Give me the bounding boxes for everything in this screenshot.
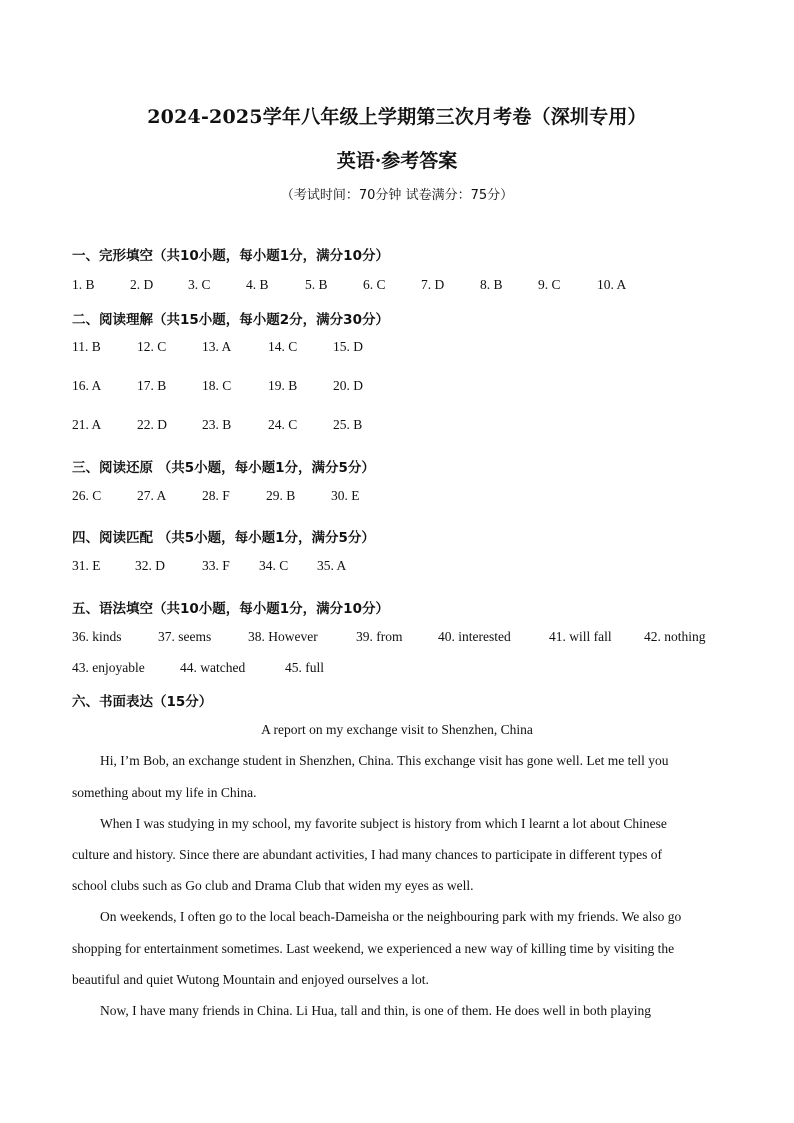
answer-item: 9. C (538, 277, 561, 292)
answer-item: 7. D (421, 277, 445, 292)
answer-item: 17. B (137, 378, 167, 393)
answer-item: 38. However (248, 629, 318, 644)
answer-item: 25. B (333, 417, 363, 432)
answer-item: 24. C (268, 417, 298, 432)
answer-item: 33. F (202, 558, 230, 573)
answer-item: 4. B (246, 277, 269, 292)
answer-item: 39. from (356, 629, 403, 644)
answer-item: 13. A (202, 339, 232, 354)
essay-line: something about my life in China. (72, 785, 257, 800)
answer-item: 8. B (480, 277, 503, 292)
answer-item: 14. C (268, 339, 298, 354)
section-heading-writing: 六、书面表达（15分） (72, 694, 213, 710)
answer-item: 20. D (333, 378, 363, 393)
answer-item: 42. nothing (644, 629, 706, 644)
essay-line: beautiful and quiet Wutong Mountain and enjoyed ourselves a lot. (72, 972, 429, 987)
answer-item: 27. A (137, 488, 167, 503)
answer-item: 10. A (597, 277, 627, 292)
answer-item: 36. kinds (72, 629, 122, 644)
section-heading-reading: 二、阅读理解（共15小题，每小题2分，满分30分） (72, 312, 389, 328)
answer-item: 23. B (202, 417, 232, 432)
essay-line: Hi, I’m Bob, an exchange student in Shenzhen, China. This exchange visit has gone well. Let me tell you (100, 753, 669, 768)
answer-item: 22. D (137, 417, 167, 432)
essay-line: culture and history. Since there are abundant activities, I had many chances to participate in different types of (72, 847, 663, 862)
answer-item: 3. C (188, 277, 211, 292)
answer-item: 31. E (72, 558, 101, 573)
answer-item: 5. B (305, 277, 328, 292)
document-title: 2024-2025学年八年级上学期第三次月考卷（深圳专用） (147, 106, 647, 128)
answer-item: 28. F (202, 488, 230, 503)
essay-line: school clubs such as Go club and Drama Club that widen my eyes as well. (72, 878, 474, 893)
essay-line: Now, I have many friends in China. Li Hua, tall and thin, is one of them. He does well in both playing (100, 1003, 652, 1018)
answer-item: 19. B (268, 378, 298, 393)
answer-item: 30. E (331, 488, 360, 503)
answer-item: 15. D (333, 339, 363, 354)
answer-item: 43. enjoyable (72, 660, 145, 675)
answer-item: 37. seems (158, 629, 212, 644)
answer-item: 34. C (259, 558, 289, 573)
answer-item: 21. A (72, 417, 102, 432)
section-heading-matching: 四、阅读匹配 （共5小题，每小题1分，满分5分） (72, 530, 375, 546)
answer-item: 26. C (72, 488, 102, 503)
answer-item: 16. A (72, 378, 102, 393)
essay-line: When I was studying in my school, my favorite subject is history from which I learnt a lot about Chinese (100, 816, 667, 831)
answer-item: 35. A (317, 558, 347, 573)
exam-info: （考试时间：70分钟 试卷满分：75分） (280, 188, 514, 203)
answer-item: 45. full (285, 660, 324, 675)
section-heading-cloze: 一、完形填空（共10小题，每小题1分，满分10分） (72, 248, 389, 264)
answer-item: 32. D (135, 558, 165, 573)
section-heading-restoration: 三、阅读还原 （共5小题，每小题1分，满分5分） (72, 460, 375, 476)
section-heading-grammar: 五、语法填空（共10小题，每小题1分，满分10分） (72, 601, 389, 617)
answer-item: 6. C (363, 277, 386, 292)
answer-item: 40. interested (438, 629, 511, 644)
essay-title: A report on my exchange visit to Shenzhen, China (261, 722, 533, 737)
answer-item: 41. will fall (549, 629, 612, 644)
answer-item: 18. C (202, 378, 232, 393)
essay-line: shopping for entertainment sometimes. Last weekend, we experienced a new way of killing time by visiting the (72, 941, 675, 956)
document-subtitle: 英语·参考答案 (336, 150, 458, 172)
answer-item: 11. B (72, 339, 101, 354)
essay-line: On weekends, I often go to the local beach-Dameisha or the neighbouring park with my friends. We also go (100, 909, 682, 924)
answer-item: 44. watched (180, 660, 246, 675)
answer-item: 2. D (130, 277, 154, 292)
answer-item: 29. B (266, 488, 296, 503)
answer-item: 1. B (72, 277, 95, 292)
answer-item: 12. C (137, 339, 167, 354)
